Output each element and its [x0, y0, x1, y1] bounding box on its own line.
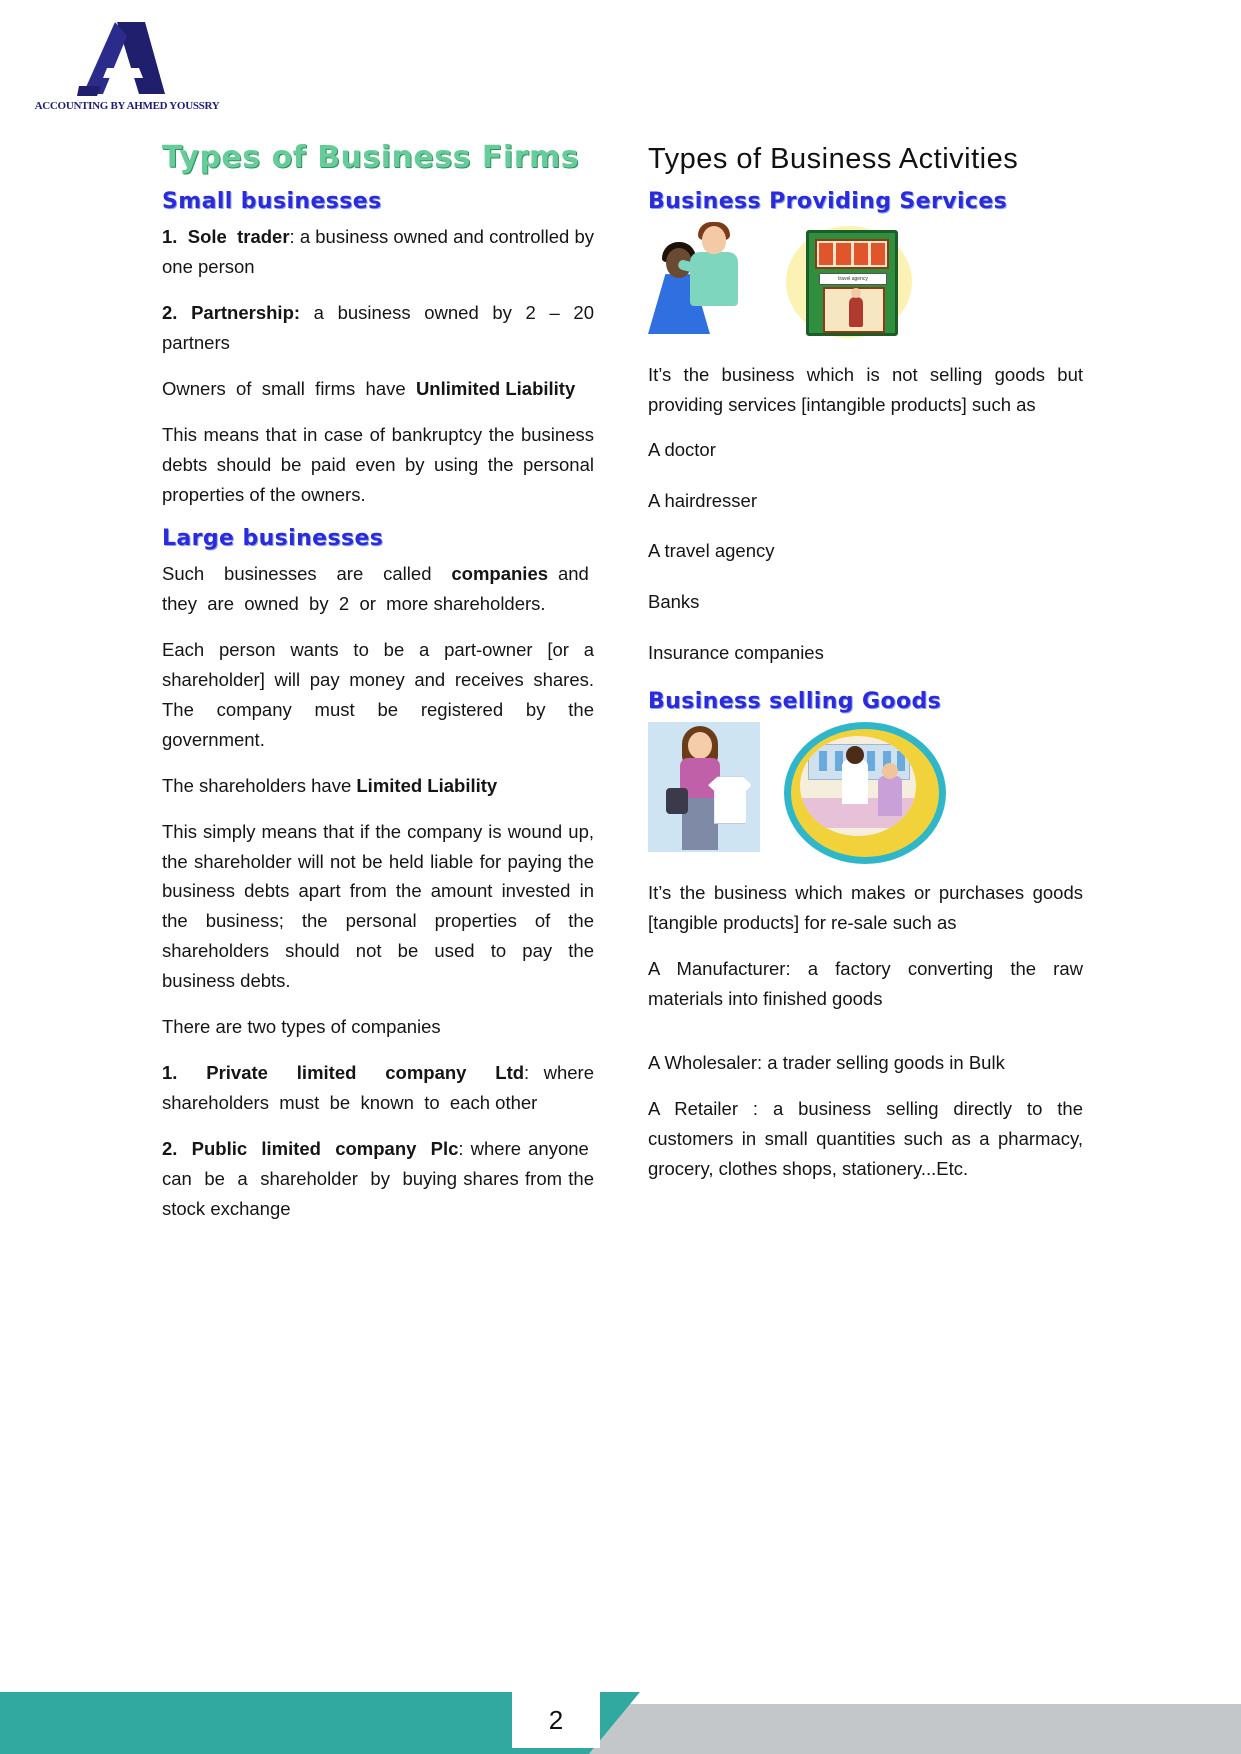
paragraph-unlimited-liability: Owners of small firms have Unlimited Liability — [162, 377, 576, 399]
letter-a-logo-icon — [77, 20, 167, 96]
paragraph-bankruptcy: This means that in case of bankruptcy the business debts should be paid even by using the personal properties of the owners. — [162, 423, 594, 505]
label-private-ltd: 1. Private limited company Ltd — [162, 1062, 525, 1084]
footer-grey-bar — [541, 1704, 1241, 1754]
term-companies: companies — [451, 562, 549, 584]
paragraph-two-types: There are two types of companies — [162, 1016, 441, 1038]
shop-sign-label: travel agency — [819, 273, 887, 285]
label-sole-trader: 1. Sole trader — [162, 226, 290, 247]
term-limited-liability: Limited Liability — [356, 774, 498, 796]
service-item-hairdresser: A hairdresser — [648, 489, 757, 511]
paragraph-sole-trader — [162, 222, 594, 282]
paragraph-wound-up: This simply means that if the company is wound up, the shareholder will not be held liable for paying the business debts apart from the amount invested in the business; the personal properties of the shareholders should not be used to pay the business debts. — [162, 820, 594, 992]
document-body — [0, 140, 1241, 1570]
page-header — [0, 0, 1241, 125]
right-column — [648, 140, 1083, 1200]
goods-illustrations — [648, 722, 1083, 860]
term-unlimited-liability: Unlimited Liability — [415, 377, 576, 399]
travel-agency-shop-illustration-icon — [784, 222, 914, 340]
goods-item-wholesaler: A Wholesaler: a trader selling goods in Bulk — [648, 1052, 1005, 1074]
left-column — [162, 140, 594, 1240]
paragraph-private-ltd — [162, 1058, 594, 1118]
heading-small-businesses: Small businesses — [162, 189, 382, 214]
paragraph-services-intro: It’s the business which is not selling goods but providing services [intangible products] such as — [648, 364, 1083, 416]
service-item-travel-agency: A travel agency — [648, 540, 775, 562]
goods-item-manufacturer: A Manufacturer: a factory converting the raw materials into finished goods — [648, 958, 1083, 1010]
page-number: 2 — [512, 1692, 600, 1748]
label-public-plc: 2. Public limited company Plc — [162, 1138, 459, 1160]
paragraph-public-plc — [162, 1134, 594, 1224]
text-public-plc-rest: : where anyone can be a shareholder by buying shares from the stock exchange — [162, 1138, 594, 1220]
pharmacy-counter-illustration-icon — [784, 722, 932, 852]
paragraph-limited-liability: The shareholders have Limited Liability — [162, 774, 498, 796]
paragraph-companies: Such businesses are called companies and they are owned by 2 or more shareholders. — [162, 562, 594, 614]
text-private-ltd-rest: : where shareholders must be known to each other — [162, 1062, 594, 1114]
heading-business-selling-goods: Business selling Goods — [648, 689, 942, 715]
heading-business-providing-services: Business Providing Services — [648, 189, 1008, 215]
service-item-banks: Banks — [648, 591, 700, 613]
heading-large-businesses: Large businesses — [162, 525, 384, 551]
paragraph-shareholder-money: Each person wants to be a part-owner [or a shareholder] will pay money and receives shares. The company must be registered by the government. — [162, 638, 594, 750]
text-partnership-rest: a business owned by 2 – 20 partners — [162, 301, 594, 353]
goods-item-retailer: A Retailer : a business selling directly to the customers in small quantities such as a pharmacy, grocery, clothes shops, stationery...Etc. — [648, 1098, 1083, 1180]
shopping-woman-illustration-icon — [648, 722, 760, 852]
logo-caption: ACCOUNTING BY AHMED YOUSSRY — [34, 100, 220, 112]
services-illustrations — [648, 222, 1083, 342]
hairdresser-illustration-icon — [648, 222, 764, 334]
page-footer — [0, 1684, 1241, 1754]
service-item-doctor: A doctor — [648, 439, 716, 461]
text-sole-trader-rest: : a business owned and controlled by one person — [162, 226, 594, 277]
logo — [22, 14, 232, 114]
service-item-insurance: Insurance companies — [648, 641, 824, 663]
left-column-title: Types of Business Firms — [162, 140, 580, 175]
paragraph-partnership — [162, 298, 594, 358]
label-partnership: 2. Partnership: — [162, 301, 301, 323]
right-column-title: Types of Business Activities — [648, 143, 1019, 175]
paragraph-goods-intro: It’s the business which makes or purchases goods [tangible products] for re-sale such as — [648, 882, 1083, 934]
